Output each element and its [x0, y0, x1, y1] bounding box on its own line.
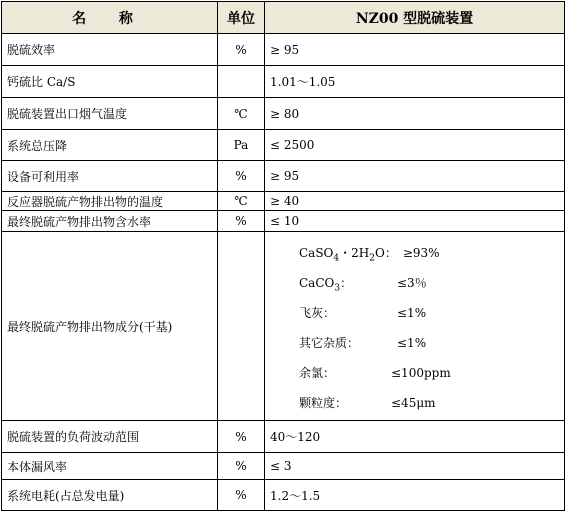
row-value: ≥ 95 [265, 34, 565, 66]
row-value: ≥ 95 [265, 161, 565, 192]
composition-item [299, 268, 564, 298]
row-unit: ℃ [218, 98, 265, 130]
table-row [2, 34, 565, 66]
composition-row [2, 232, 565, 421]
row-name: 系统总压降 [2, 130, 218, 161]
row-unit: % [218, 34, 265, 66]
row-name: 脱硫装置的负荷波动范围 [2, 421, 218, 453]
composition-label: 颗粒度： [299, 396, 348, 410]
table-row [2, 480, 565, 511]
composition-label: 余氯： [299, 366, 336, 380]
table-row [2, 453, 565, 480]
table-row [2, 66, 565, 98]
composition-value: ≤3％ [397, 276, 427, 290]
spec-table [1, 1, 565, 511]
composition-value: ≤100ppm [391, 366, 451, 380]
row-name: 钙硫比 Ca/S [2, 66, 218, 98]
row-unit: % [218, 211, 265, 232]
composition-item [299, 358, 564, 388]
composition-label: 其它杂质： [299, 336, 360, 350]
table-row [2, 421, 565, 453]
header-name: 名 称 [2, 2, 218, 34]
composition-label: CaCO$_3$： [299, 276, 353, 294]
row-unit: Pa [218, 130, 265, 161]
row-name: 反应器脱硫产物排出物的温度 [2, 192, 218, 211]
composition-value: ≤1% [397, 336, 427, 350]
row-value: 1.01～1.05 [265, 66, 565, 98]
row-value: 40～120 [265, 421, 565, 453]
composition-value: ≤45μm [391, 396, 436, 410]
row-value: ≤ 2500 [265, 130, 565, 161]
row-unit: % [218, 480, 265, 511]
composition-label: CaSO$_4$・$2H_2O$： [299, 246, 397, 264]
composition-list [265, 232, 564, 418]
row-unit: ℃ [218, 192, 265, 211]
composition-value: ≥93% [402, 246, 440, 260]
row-value: ≤ 10 [265, 211, 565, 232]
row-unit: % [218, 453, 265, 480]
table-row [2, 192, 565, 211]
row-name: 本体漏风率 [2, 453, 218, 480]
row-name: 设备可利用率 [2, 161, 218, 192]
composition-item [299, 328, 564, 358]
row-unit: % [218, 421, 265, 453]
header-unit: 单位 [218, 2, 265, 34]
row-name: 系统电耗(占总发电量) [2, 480, 218, 511]
composition-item [299, 388, 564, 418]
row-name: 脱硫装置出口烟气温度 [2, 98, 218, 130]
row-value: 1.2～1.5 [265, 480, 565, 511]
row-value: ≤ 3 [265, 453, 565, 480]
row-unit: % [218, 161, 265, 192]
table-row [2, 130, 565, 161]
header-model: NZ00 型脱硫装置 [265, 2, 565, 34]
row-value: ≥ 80 [265, 98, 565, 130]
composition-item [299, 298, 564, 328]
row-name: 最终脱硫产物排出物含水率 [2, 211, 218, 232]
composition-name: 最终脱硫产物排出物成分(干基) [2, 232, 218, 421]
table-row [2, 98, 565, 130]
table-row [2, 161, 565, 192]
table-row [2, 211, 565, 232]
composition-label: 飞灰： [299, 306, 336, 320]
composition-values [265, 232, 565, 421]
row-value: ≥ 40 [265, 192, 565, 211]
row-name: 脱硫效率 [2, 34, 218, 66]
composition-unit [218, 232, 265, 421]
composition-item [299, 238, 564, 268]
composition-value: ≤1% [397, 306, 427, 320]
row-unit [218, 66, 265, 98]
header-row [2, 2, 565, 34]
